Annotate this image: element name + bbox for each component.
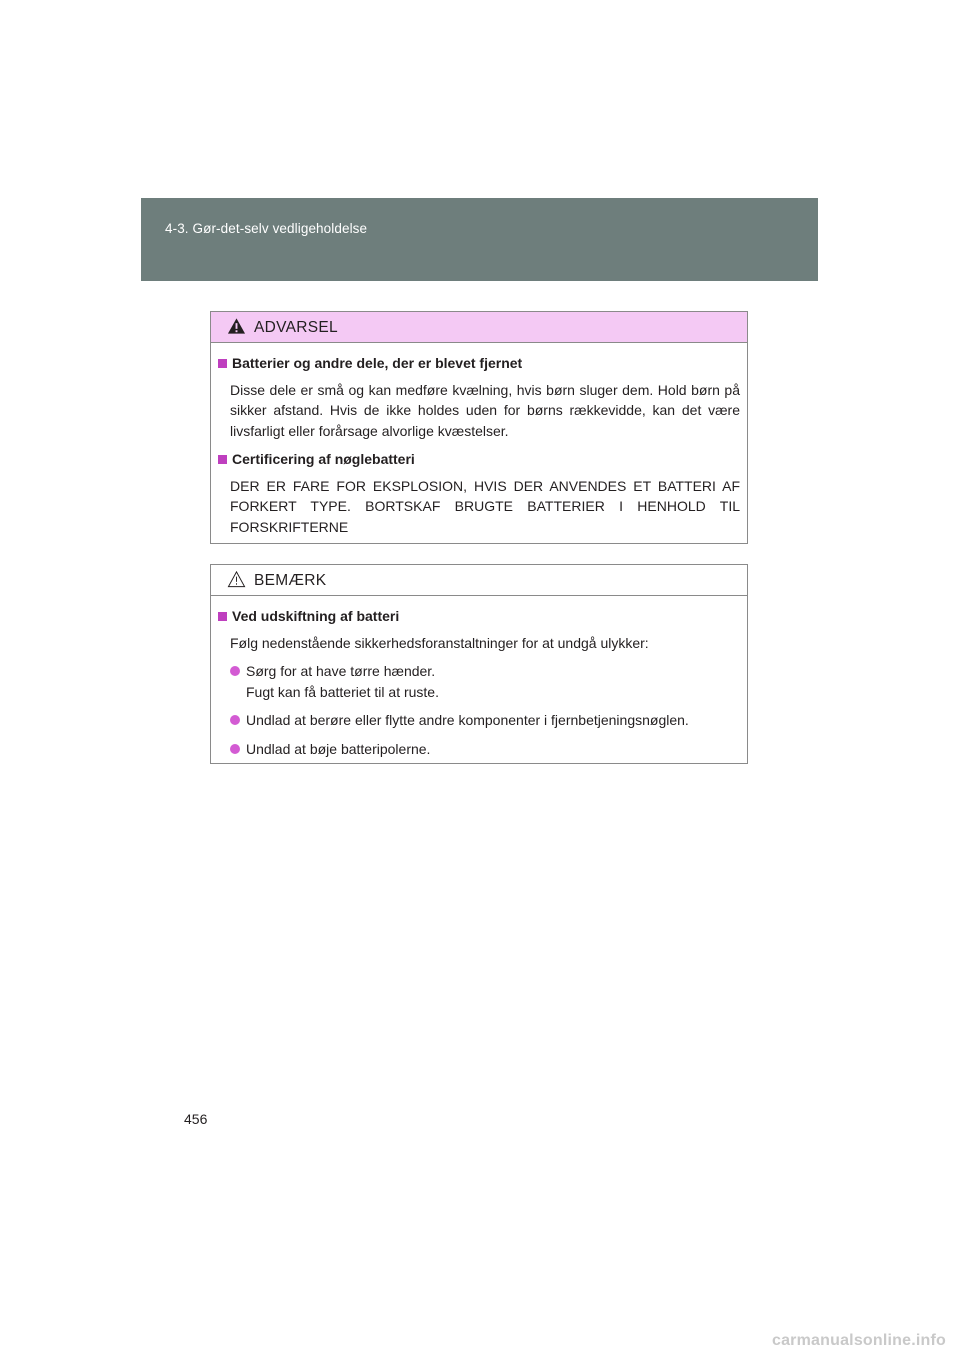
notice-box-header — [211, 565, 747, 596]
section-header-band — [141, 198, 818, 281]
warning-box — [210, 311, 748, 544]
warning-heading-1: Batterier og andre dele, der er blevet fjernet — [218, 353, 740, 374]
square-bullet-icon — [218, 359, 227, 368]
watermark: carmanualsonline.info — [771, 1332, 946, 1349]
warning-text-1: Disse dele er små og kan medføre kvælning, hvis børn sluger dem. Hold børn på sikker afstand. Hvis de ikke holdes uden for børns rækkevidde, kan det være livsfarligt eller forårsage alvorlige kvæstelser. — [230, 381, 740, 439]
notice-intro: Følg nedenstående sikkerhedsforanstaltninger for at undgå ulykker: — [230, 634, 649, 651]
warning-text-2: DER ER FARE FOR EKSPLOSION, HVIS DER ANVENDES ET BATTERI AF FORKERT TYPE. BORTSKAF BRUGTE BATTERIER I HENHOLD TIL FORSKRIFTERNE — [230, 477, 740, 535]
list-item: Undlad at bøje batteripolerne. — [218, 739, 740, 760]
warning-heading-2: Certificering af nøglebatteri — [218, 449, 740, 470]
warning-box-header — [211, 312, 747, 343]
warning-title: ADVARSEL — [254, 319, 338, 336]
section-label: 4-3. Gør-det-selv vedligeholdelse — [165, 221, 368, 236]
warning-triangle-icon — [227, 317, 246, 335]
list-item: Sørg for at have tørre hænder. Fugt kan få batteriet til at ruste. — [218, 661, 740, 702]
round-bullet-icon — [230, 744, 240, 754]
caution-triangle-outline-icon — [227, 570, 246, 588]
page-number: 456 — [184, 1111, 208, 1127]
square-bullet-icon — [218, 455, 227, 464]
round-bullet-icon — [230, 666, 240, 676]
square-bullet-icon — [218, 612, 227, 621]
notice-heading: Ved udskiftning af batteri — [218, 606, 740, 627]
round-bullet-icon — [230, 715, 240, 725]
notice-title: BEMÆRK — [254, 572, 327, 589]
warning-body — [211, 343, 747, 557]
list-item: Undlad at berøre eller flytte andre komponenter i fjernbetjeningsnøglen. — [218, 710, 740, 731]
notice-box — [210, 564, 748, 764]
notice-body — [211, 596, 747, 779]
